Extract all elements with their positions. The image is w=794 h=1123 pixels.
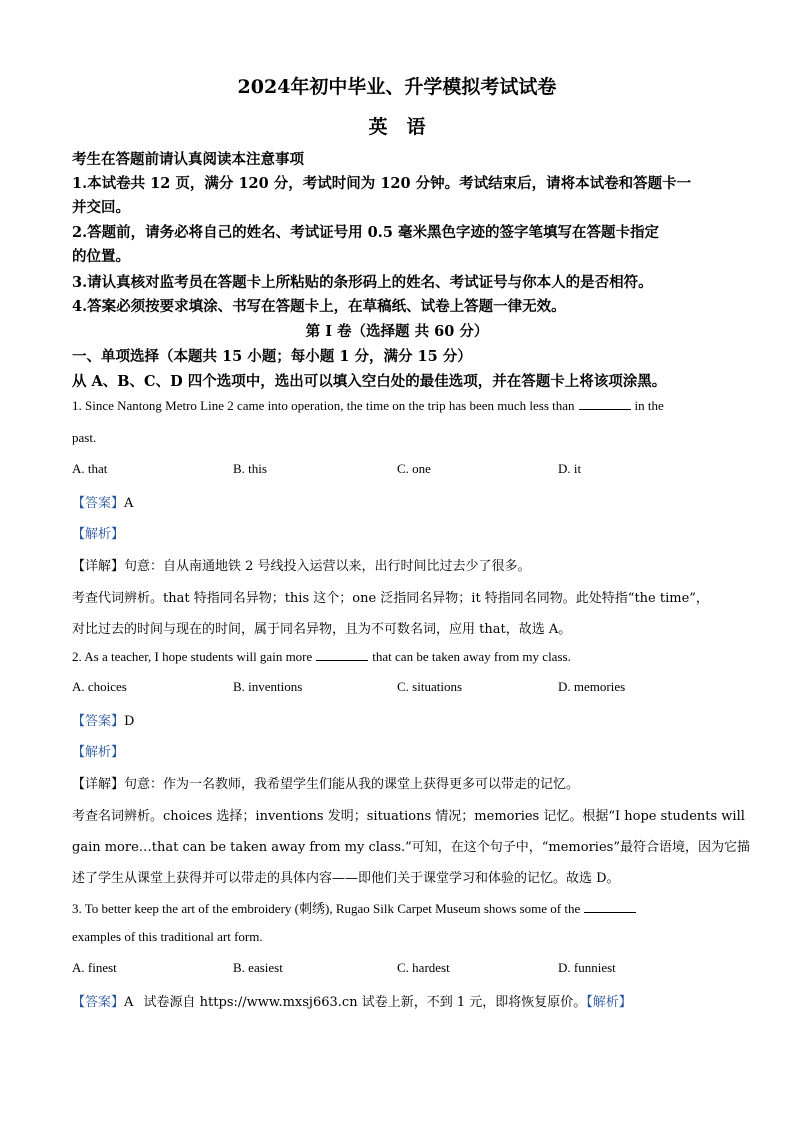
q1-stem-tail: in the <box>634 398 664 413</box>
section-heading: 一、单项选择（本题共 15 小题；每小题 1 分，满分 15 分） <box>72 348 472 365</box>
q1-answer <box>72 492 133 511</box>
notice-item-3: 3.请认真核对监考员在答题卡上所粘贴的条形码上的姓名、考试证号与你本人的是否相符。 <box>72 274 653 291</box>
q2-blank <box>316 649 368 661</box>
notice-heading: 考生在答题前请认真阅读本注意事项 <box>72 151 304 168</box>
answer-label: 【答案】 <box>72 714 125 729</box>
q3-option-b: B. easiest <box>233 960 283 975</box>
q2-option-a: A. choices <box>72 679 127 694</box>
subject-title: 英 语 <box>368 116 426 138</box>
notice-item-2-cont: 的位置。 <box>72 248 130 265</box>
q2-stem-text: 2. As a teacher, I hope students will gain more <box>72 649 313 664</box>
q1-stem <box>72 398 664 414</box>
detail-label: 【详解】 <box>72 559 125 574</box>
q2-explanation-1: 考查名词辨析。choices 选择；inventions 发明；situations 情况；memories 记忆。根据“I hope students will <box>72 809 745 824</box>
section-instruction: 从 A、B、C、D 四个选项中，选出可以填入空白处的最佳选项，并在答题卡上将该项涂黑。 <box>72 373 667 390</box>
q1-stem-text: 1. Since Nantong Metro Line 2 came into operation, the time on the trip has been much less than <box>72 398 575 413</box>
part-heading: 第 I 卷（选择题 共 60 分） <box>305 323 489 340</box>
q3-option-d: D. funniest <box>558 960 616 975</box>
q3-blank <box>584 901 636 913</box>
q2-explanation-3: 述了学生从课堂上获得并可以带走的具体内容——即他们关于课堂学习和体验的记忆。故选 D。 <box>72 871 620 886</box>
source-note: 试卷源自 https://www.mxsj663.cn 试卷上新，不到 1 元，即将恢复原价。 <box>143 995 587 1010</box>
analysis-label: 【解析】 <box>586 995 632 1010</box>
detail-label: 【详解】 <box>72 777 125 792</box>
q3-option-c: C. hardest <box>397 960 450 975</box>
q1-blank <box>579 398 631 410</box>
q1-option-b: B. this <box>233 461 267 476</box>
q1-stem-cont: past. <box>72 430 97 445</box>
q3-option-a: A. finest <box>72 960 117 975</box>
answer-label: 【答案】 <box>72 995 125 1010</box>
q3-answer <box>72 991 632 1010</box>
q1-answer-value: A <box>124 496 134 511</box>
q1-analysis <box>72 523 124 542</box>
notice-item-2: 2.答题前，请务必将自己的姓名、考试证号用 0.5 毫米黑色字迹的签字笔填写在答题卡指定 <box>72 224 659 241</box>
notice-item-4: 4.答案必须按要求填涂、书写在答题卡上，在草稿纸、试卷上答题一律无效。 <box>72 298 566 315</box>
q1-explanation-2: 对比过去的时间与现在的时间，属于同名异物，且为不可数名词，应用 that，故选 A。 <box>72 622 572 637</box>
q2-option-c: C. situations <box>397 679 463 694</box>
q1-explanation-1: 考查代词辨析。that 特指同名异物；this 这个；one 泛指同名异物；it 特指同名同物。此处特指“the time”， <box>72 591 709 606</box>
q2-detail <box>72 773 579 792</box>
q1-detail <box>72 555 531 574</box>
q2-option-b: B. inventions <box>233 679 303 694</box>
analysis-label: 【解析】 <box>72 745 125 760</box>
q2-option-d: D. memories <box>558 679 626 694</box>
notice-item-1-cont: 并交回。 <box>72 199 130 216</box>
answer-label: 【答案】 <box>72 496 125 511</box>
q2-stem-tail: that can be taken away from my class. <box>372 649 571 664</box>
q2-analysis <box>72 741 124 760</box>
q3-stem <box>72 898 640 917</box>
q1-option-d: D. it <box>558 461 582 476</box>
q2-answer-value: D <box>124 714 135 729</box>
q1-option-c: C. one <box>397 461 431 476</box>
notice-item-1: 1.本试卷共 12 页，满分 120 分，考试时间为 120 分钟。考试结束后，请将本试卷和答题卡一 <box>72 175 692 192</box>
q2-answer <box>72 710 134 729</box>
q2-stem <box>72 649 571 665</box>
q2-detail-text: 句意：作为一名教师，我希望学生们能从我的课堂上获得更多可以带走的记忆。 <box>124 777 580 792</box>
q1-option-a: A. that <box>72 461 108 476</box>
q3-stem-cont: examples of this traditional art form. <box>72 929 263 944</box>
q3-answer-value: A <box>124 995 134 1010</box>
q1-detail-text: 句意：自从南通地铁 2 号线投入运营以来，出行时间比过去少了很多。 <box>124 559 531 574</box>
q2-explanation-2: gain more…that can be taken away from my class.”可知，在这个句子中，“memories”最符合语境，因为它描 <box>72 840 750 855</box>
q3-stem-text: 3. To better keep the art of the embroidery (刺绣), Rugao Silk Carpet Museum shows some of the <box>72 901 581 916</box>
analysis-label: 【解析】 <box>72 527 125 542</box>
exam-title: 2024年初中毕业、升学模拟考试试卷 <box>237 76 557 98</box>
